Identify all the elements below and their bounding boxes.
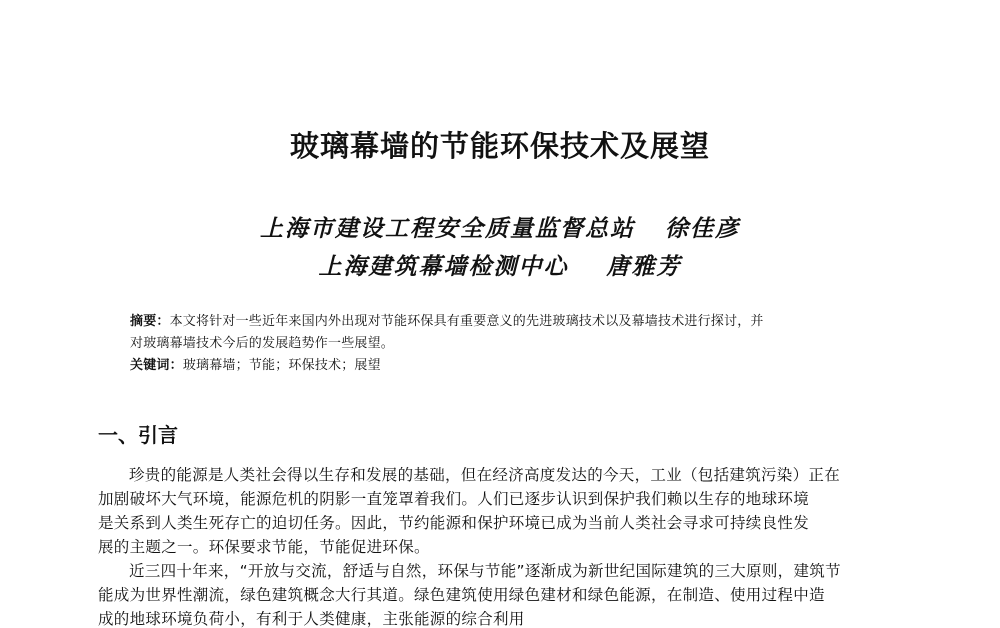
section-heading: 一、引言 (98, 423, 178, 447)
paragraph-line: 展的主题之一。环保要求节能，节能促进环保。 (98, 538, 430, 556)
paragraph-line: 成的地球环境负荷小，有利于人类健康，主张能源的综合利用 (98, 610, 525, 628)
author-line-2 (0, 250, 1000, 284)
author-name: 徐佳彦 (665, 215, 740, 242)
keywords-line (130, 355, 870, 377)
paragraph-line: 近三四十年来，“开放与交流，舒适与自然，环保与节能”逐渐成为新世纪国际建筑的三大原则，建筑节 (129, 562, 841, 580)
paragraph-line: 能成为世界性潮流，绿色建筑概念大行其道。绿色建筑使用绿色建材和绿色能源，在制造、使用过程中造 (98, 586, 825, 604)
abstract-line (130, 311, 870, 333)
abstract-label: 摘要： (130, 314, 170, 329)
author-affiliation: 上海市建设工程安全质量监督总站 (260, 215, 635, 242)
abstract-text: 本文将针对一些近年来国内外出现对节能环保具有重要意义的先进玻璃技术以及幕墙技术进行探讨，并 (169, 314, 764, 329)
paragraph-line: 珍贵的能源是人类社会得以生存和发展的基础，但在经济高度发达的今天，工业（包括建筑污染）正在 (129, 466, 841, 484)
author-affiliation: 上海建筑幕墙检测中心 (318, 253, 569, 280)
abstract-block (130, 311, 870, 377)
body-text (98, 463, 898, 628)
keywords-text: 玻璃幕墙；节能；环保技术；展望 (182, 358, 381, 373)
author-name: 唐雅芳 (606, 253, 682, 280)
author-line-1 (0, 212, 1000, 246)
keywords-label: 关键词： (130, 358, 183, 373)
paragraph-line: 是关系到人类生死存亡的迫切任务。因此，节约能源和保护环境已成为当前人类社会寻求可持续良性发 (98, 514, 810, 532)
paper-title: 玻璃幕墙的节能环保技术及展望 (289, 129, 710, 163)
paragraph-line: 加剧破坏大气环境，能源危机的阴影一直笼罩着我们。人们已逐步认识到保护我们赖以生存的地球环境 (98, 490, 810, 508)
abstract-line: 对玻璃幕墙技术今后的发展趋势作一些展望。 (130, 336, 395, 351)
